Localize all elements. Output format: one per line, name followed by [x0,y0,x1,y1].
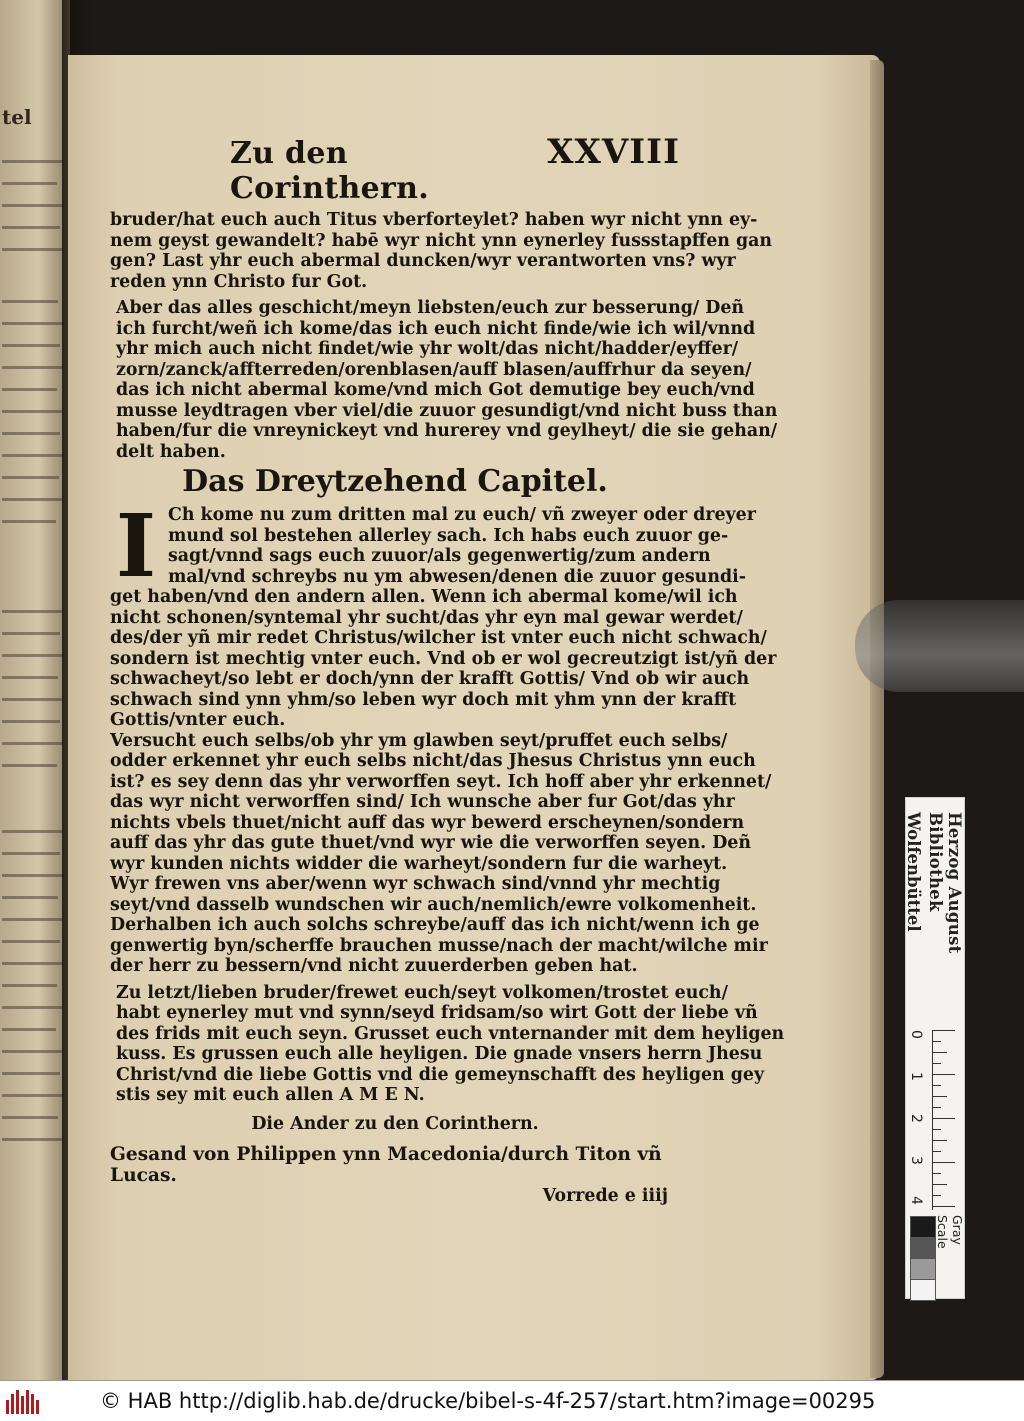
previous-page-text-line [2,962,63,965]
text-line: sagt/vnnd sags euch zuuor/als gegenwertig/zum andern [168,546,711,566]
previous-page-text-line [2,410,62,413]
previous-page-text-line [2,918,62,921]
ruler-tick [933,1085,941,1086]
colophon-line: Gesand von Philippen ynn Macedonia/durch Titon vñ Lucas. [110,1143,662,1186]
previous-page-text-line [2,830,62,833]
text-line: musse leydtragen vber viel/die zuuor gesundigt/vnd nicht buss than [116,400,778,421]
text-line: get haben/vnd den andern allen. Wenn ich abermal kome/wil ich [110,587,738,607]
hab-logo-icon [6,1388,42,1414]
ruler-number: 2 [908,1114,924,1123]
ruler-number: 0 [908,1030,924,1039]
previous-page-text-line [2,1072,60,1075]
copyright-url: © HAB http://diglib.hab.de/drucke/bibel-s-4f-257/start.htm?image=00295 [100,1389,876,1413]
previous-page-text-line [2,764,57,767]
ruler-tick [933,1173,941,1174]
page-text-block [110,132,785,1206]
text-line: der herr zu bessern/vnd nicht zuuerderben geben hat. [110,956,638,976]
text-line: des frids mit euch seyn. Grusset euch vnternander mit dem heyligen [116,1023,785,1044]
folio-number: XXVIII [547,132,680,172]
text-line: Gottis/vnter euch. [110,710,286,730]
previous-page-text-line [2,874,64,877]
text-line: genwertig byn/scherffe brauchen musse/nach der macht/wilche mir [110,935,768,956]
previous-page-text-line [2,1028,56,1031]
ruler-tick [933,1140,947,1141]
text-line: auff das yhr das gute thuet/vnd wyr wie die verworffen seyen. Deñ [110,833,751,853]
chapter-opening-paragraph [110,496,777,731]
previous-page-edge [0,0,70,1380]
paragraph [110,982,785,1106]
previous-page-text-line [2,1094,64,1097]
gray-swatch-black [910,1216,936,1238]
previous-page-text-line [2,698,62,701]
previous-page-text-line [2,204,64,207]
ruler-tick [933,1096,947,1097]
ruler-tick [933,1052,947,1053]
ruler-tick [933,1063,941,1064]
library-city: Wolfenbüttel [904,812,923,932]
previous-page-text-line [2,676,58,679]
page-stack-edge [870,60,884,1378]
ruler-tick [933,1129,941,1130]
catchword-signature: Vorrede e iiij [542,1185,668,1206]
text-line: Ch kome nu zum dritten mal zu euch/ vñ zweyer oder dreyer [168,505,756,525]
previous-page-text-line [2,520,56,523]
text-line: Wyr frewen vns aber/wenn wyr schwach sind/vnnd yhr mechtig [110,874,721,894]
previous-page-text-line [2,1138,62,1141]
text-line: habt eynerley mut vnd synn/seyd fridsam/so wirt Gott der liebe vñ [116,1003,758,1023]
text-line: schwach sind ynn yhm/so leben wyr doch mit yhm ynn der krafft [110,689,737,710]
previous-page-text-line [2,632,60,635]
previous-page-text-line [2,940,60,943]
ruler-tick [933,1074,955,1075]
text-line: delt haben. [116,441,226,462]
text-line: reden ynn Christo fur Got. [110,271,368,292]
running-head-title: Zu den Corinthern. [230,136,430,206]
text-line: zorn/zanck/affterreden/orenblasen/auff blasen/auffrhur da seyen/ [116,359,752,380]
text-line: nicht schonen/syntemal yhr sucht/das yhr eyn mal gewar werdet/ [110,607,743,628]
gray-scale-label: Gray Scale [935,1215,965,1249]
previous-page-text-line [2,344,60,347]
viewer-footer [0,1380,1024,1421]
text-line: ich furcht/weñ ich kome/das ich euch nicht finde/wie ich wil/vnnd [116,318,756,339]
previous-page-text-line [2,160,62,163]
ruler-tick [933,1107,941,1108]
previous-page-text-line [2,226,60,229]
text-line: des/der yñ mir redet Christus/wilcher ist vnter euch nicht schwach/ [110,628,767,648]
text-line: bruder/hat euch auch Titus vberforteylet? haben wyr nicht ynn ey- [110,210,758,230]
text-line: wyr kunden nichts widder die warheyt/sondern fur die warheyt. [110,853,728,874]
previous-page-text-line [2,1050,62,1053]
text-line: Christ/vnd die liebe Gottis vnd die gemeynschafft des heyligen gey [116,1064,765,1085]
text-line: stis sey mit euch allen A M E N. [116,1085,425,1105]
text-line: gen? Last yhr euch abermal duncken/wyr verantworten vns? wyr [110,251,736,271]
previous-page-text-line [2,720,60,723]
previous-page-text-line [2,182,57,185]
previous-page-text-line [2,498,62,501]
previous-page-text-line [2,1116,58,1119]
gray-swatch-mid [910,1258,936,1280]
text-line: nichts vbels thuet/nicht auff das wyr bewerd erscheynen/sondern [110,812,745,833]
measuring-ruler [932,1030,957,1210]
previous-page-text-line [2,896,58,899]
text-line: mund sol bestehen allerley sach. Ich habs euch zuuor ge- [168,525,729,546]
text-line: yhr mich auch nicht findet/wie yhr wolt/das nicht/hadder/eyffer/ [116,339,739,359]
text-line: schwacheyt/so lebt er doch/ynn der krafft Gottis/ Vnd ob wir auch [110,669,750,689]
ruler-tick [933,1118,955,1119]
text-line: das wyr nicht verworffen sind/ Ich wunsche aber fur Got/das yhr [110,792,735,812]
previous-page-text-line [2,432,60,435]
ruler-tick [933,1030,955,1031]
book-clamp [855,600,1024,692]
paragraph [110,730,772,977]
text-line: sondern ist mechtig vnter euch. Vnd ob er wol gecreutzigt ist/yñ der [110,648,777,669]
previous-page-text-line [2,322,64,325]
previous-page-text-line [2,454,64,457]
text-line: Derhalben ich auch solchs schreybe/auff das ich nicht/wenn ich ge [110,915,760,935]
text-line: seyt/vnd dasselb wundschen wir auch/nemlich/ewre volkomenheit. [110,894,757,915]
previous-page-text-line [2,742,63,745]
decorated-initial: I [115,496,157,597]
text-line: Zu letzt/lieben bruder/frewet euch/seyt volkomen/trostet euch/ [116,982,728,1003]
ruler-number: 3 [908,1156,924,1165]
previous-page-text-line [2,984,57,987]
text-line: Aber das alles geschicht/meyn liebsten/euch zur besserung/ Deñ [116,298,745,318]
ruler-tick [933,1162,955,1163]
previous-page-text-line [2,248,62,251]
text-line: das ich nicht abermal kome/vnd mich Got demutige bey euch/vnd [116,380,755,400]
paragraph [110,210,773,292]
previous-page-text-line [2,388,57,391]
chapter-heading: Das Dreytzehend Capitel. [182,464,608,499]
text-line: ist? es sey denn das yhr verworffen seyt. Ich hoff aber yhr erkennet/ [110,771,772,792]
library-name: Herzog August Bibliothek [926,812,964,954]
ruler-tick [933,1151,941,1152]
text-line: nem geyst gewandelt? habē wyr nicht ynn eynerley fussstapffen gan [110,230,773,251]
previous-page-text-line [2,1006,62,1009]
ruler-tick [933,1195,941,1196]
text-line: kuss. Es grussen euch alle heyligen. Die gnade vnsers herrn Jhesu [116,1044,763,1064]
running-head [110,132,680,206]
previous-page-text-line [2,610,62,613]
text-line: mal/vnd schreybs nu ym abwesen/denen die zuuor gesundi- [168,566,746,587]
paragraph [110,298,778,462]
ruler-tick [933,1206,955,1207]
book-ending-line: Die Ander zu den Corinthern. [251,1113,539,1134]
previous-page-text-line [2,300,58,303]
ruler-tick [933,1184,947,1185]
text-line: Versucht euch selbs/ob yhr ym glawben seyt/pruffet euch selbs/ [110,730,728,751]
text-line: odder erkennet yhr euch selbs nicht/das Jhesus Christus ynn euch [110,751,756,771]
previous-page-text-line [2,654,64,657]
library-label [904,812,964,1036]
gray-swatch-white [910,1279,936,1301]
ruler-tick [933,1041,941,1042]
gray-swatch-dark [910,1237,936,1259]
ruler-number: 1 [908,1072,924,1081]
ruler-number: 4 [908,1196,924,1205]
previous-page-text-line [2,852,60,855]
text-line: haben/fur die vnreynickeyt vnd hurerey vnd geylheyt/ die sie gehan/ [116,421,778,441]
previous-page-text-line [2,366,63,369]
previous-page-text-line [2,476,59,479]
previous-page-heading-fragment: tel [2,105,32,129]
